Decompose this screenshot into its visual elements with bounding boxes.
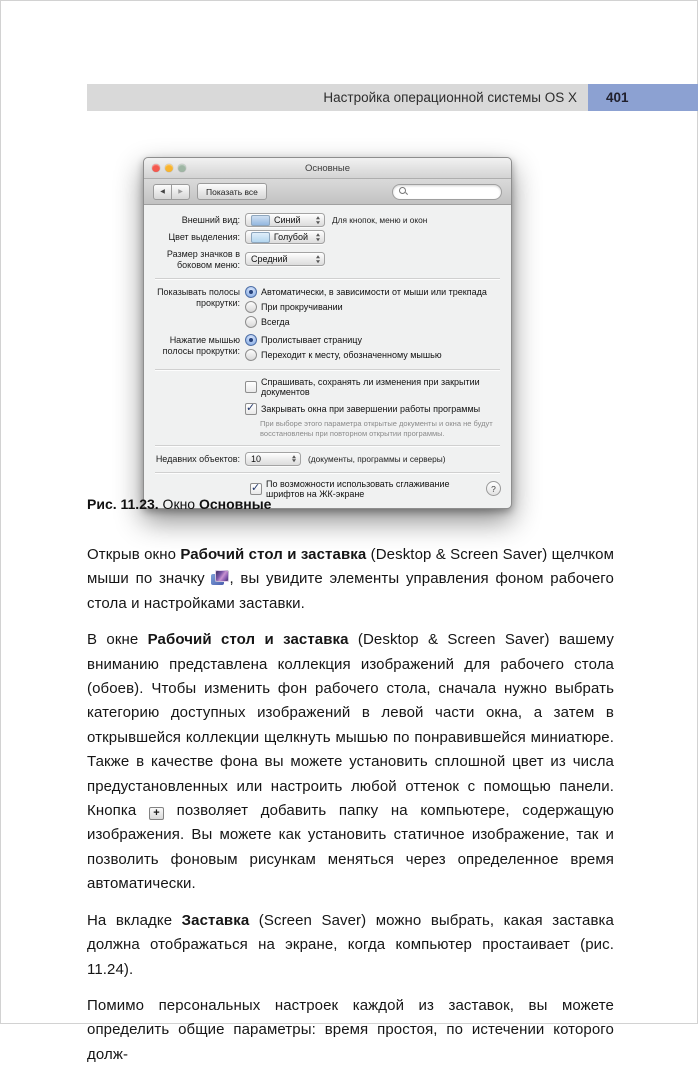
radio-selected-icon bbox=[245, 334, 257, 346]
bold-text: Рабочий стол и заставка bbox=[180, 546, 367, 563]
back-button[interactable] bbox=[153, 184, 172, 200]
close-button[interactable] bbox=[152, 164, 160, 172]
recent-items-popup[interactable] bbox=[245, 452, 301, 466]
appearance-value: Синий bbox=[274, 215, 301, 225]
radio-icon bbox=[245, 301, 257, 313]
section-divider bbox=[155, 278, 500, 279]
highlight-value: Голубой bbox=[273, 232, 308, 242]
sidebar-icon-size-value: Средний bbox=[251, 254, 288, 265]
window-toolbar bbox=[144, 179, 511, 205]
paragraph-4 bbox=[87, 994, 614, 1067]
window-content bbox=[144, 205, 511, 508]
popup-arrows-icon bbox=[316, 216, 320, 224]
scrollbar-click-options bbox=[245, 333, 501, 363]
back-icon: ◀ bbox=[160, 187, 165, 195]
figure-caption bbox=[87, 496, 271, 512]
radio-icon bbox=[245, 349, 257, 361]
radio-option-label: Переходит к месту, обозначенному мышью bbox=[261, 350, 442, 360]
checkbox-checked-icon[interactable] bbox=[250, 483, 262, 495]
radio-option-jump-page[interactable] bbox=[245, 334, 362, 346]
plus-button-icon: + bbox=[149, 807, 164, 820]
show-all-button[interactable]: Показать все bbox=[197, 183, 267, 200]
popup-arrows-icon bbox=[316, 233, 320, 241]
minimize-button[interactable] bbox=[165, 164, 173, 172]
chapter-header-strip bbox=[87, 84, 588, 111]
recent-items-row bbox=[154, 452, 501, 466]
article-text bbox=[87, 543, 614, 1079]
text-run: В окне bbox=[87, 631, 148, 649]
chapter-title: Настройка операционной системы OS X bbox=[323, 90, 577, 105]
preferences-window bbox=[143, 157, 512, 509]
appearance-control bbox=[245, 213, 501, 227]
radio-option-label: При прокручивании bbox=[261, 302, 343, 312]
bold-text: Рис. 11.23. bbox=[87, 496, 159, 512]
ask-save-control bbox=[245, 376, 501, 399]
radio-option-label: Автоматически, в зависимости от мыши или трекпада bbox=[261, 287, 487, 297]
text-run: позволяет добавить папку на компьютере, содержащую изображения. Вы можете как установить статичное изображение, так и позволить фоновым рисункам меняться через определенное время автоматически. bbox=[87, 802, 614, 893]
appearance-popup[interactable] bbox=[245, 213, 325, 227]
zoom-button[interactable] bbox=[178, 164, 186, 172]
sidebar-icon-size-label: Размер значков в боковом меню: bbox=[166, 249, 240, 271]
desktop-picture-icon bbox=[211, 570, 229, 585]
checkbox-unchecked-icon bbox=[245, 381, 257, 393]
sidebar-icon-size-control bbox=[245, 252, 501, 266]
lightblue-color-swatch bbox=[251, 232, 270, 243]
highlight-color-row bbox=[154, 230, 501, 244]
page-header bbox=[87, 84, 698, 111]
close-windows-checkbox[interactable] bbox=[245, 403, 480, 415]
close-windows-note: При выборе этого параметра открытые документы и окна не будут восстановлены при повторном открытии программы. bbox=[260, 418, 493, 438]
highlight-popup[interactable] bbox=[245, 230, 325, 244]
text-run: , вы увидите элементы управления фоном рабочего стола и настройками заставки. bbox=[87, 570, 614, 612]
section-divider bbox=[155, 369, 500, 370]
blue-color-swatch bbox=[251, 215, 270, 226]
text-run: Окно bbox=[158, 496, 199, 512]
radio-option-label: Всегда bbox=[261, 317, 290, 327]
section-divider bbox=[155, 445, 500, 446]
appearance-hint: Для кнопок, меню и окон bbox=[332, 215, 428, 225]
bold-text: Рабочий стол и заставка bbox=[147, 631, 349, 649]
section-divider bbox=[155, 472, 500, 473]
radio-option-always[interactable] bbox=[245, 316, 290, 328]
sidebar-icon-size-popup[interactable] bbox=[245, 252, 325, 266]
highlight-label: Цвет выделения: bbox=[168, 232, 240, 243]
window-title: Основные bbox=[304, 162, 351, 174]
empty-label bbox=[154, 376, 240, 378]
radio-option-automatic[interactable] bbox=[245, 286, 487, 298]
page-number: 401 bbox=[606, 90, 629, 105]
paragraph-3 bbox=[87, 909, 614, 982]
help-button[interactable]: ? bbox=[486, 481, 501, 496]
nav-button-group bbox=[153, 184, 190, 200]
radio-option-when-scrolling[interactable] bbox=[245, 301, 343, 313]
radio-selected-icon bbox=[245, 286, 257, 298]
recent-items-value: 10 bbox=[251, 453, 262, 464]
font-smoothing-label: По возможности использовать сглаживание шрифтов на ЖК-экране bbox=[266, 478, 450, 499]
forward-icon: ▶ bbox=[178, 187, 183, 195]
radio-option-label: Пролистывает страницу bbox=[261, 335, 362, 345]
text-run: (Screen Saver) можно выбрать, какая заставка должна отображаться на экране, когда компьютер простаивает (рис. 11.24). bbox=[87, 911, 614, 978]
paragraph-1 bbox=[87, 543, 614, 616]
appearance-label: Внешний вид: bbox=[181, 215, 240, 226]
popup-arrows-icon bbox=[292, 455, 296, 463]
paragraph-2 bbox=[87, 628, 614, 896]
text-run: (Desktop & Screen Saver) щелчком мыши по значку bbox=[87, 546, 615, 588]
scrollbar-visibility-options bbox=[245, 285, 501, 330]
empty-label bbox=[154, 402, 240, 404]
close-windows-control bbox=[245, 402, 501, 439]
recent-items-hint: (документы, программы и серверы) bbox=[308, 453, 446, 464]
checkbox-label: Спрашивать, сохранять ли изменения при закрытии документов bbox=[261, 377, 480, 397]
radio-option-jump-spot[interactable] bbox=[245, 349, 442, 361]
window-titlebar[interactable] bbox=[144, 158, 511, 179]
text-run: На вкладке bbox=[87, 911, 182, 929]
appearance-row bbox=[154, 213, 501, 227]
scrollbar-visibility-row bbox=[154, 285, 501, 330]
recent-items-label: Недавних объектов: bbox=[155, 454, 240, 465]
sidebar-icon-size-row bbox=[154, 247, 501, 272]
close-windows-row bbox=[154, 402, 501, 439]
forward-button[interactable] bbox=[172, 184, 190, 200]
recent-items-control bbox=[245, 452, 501, 466]
scrollbar-click-label: Нажатие мышью полосы прокрутки: bbox=[162, 334, 240, 356]
text-run: Помимо персональных настроек каждой из заставок, вы можете определить общие параметры: время простоя, по истечении которого долж- bbox=[87, 996, 614, 1063]
popup-arrows-icon bbox=[316, 256, 320, 264]
font-smoothing-row bbox=[250, 479, 501, 499]
search-icon bbox=[399, 187, 408, 196]
scrollbar-visibility-label: Показывать полосы прокрутки: bbox=[157, 286, 240, 308]
ask-save-row bbox=[154, 376, 501, 399]
bold-text: Заставка bbox=[181, 911, 250, 929]
checkbox-label: Закрывать окна при завершении работы программы bbox=[261, 404, 481, 414]
scrollbar-click-row bbox=[154, 333, 501, 363]
radio-icon bbox=[245, 316, 257, 328]
text-run: Открыв окно bbox=[87, 546, 181, 563]
search-field[interactable] bbox=[392, 184, 502, 200]
traffic-lights bbox=[152, 164, 186, 172]
ask-save-checkbox[interactable] bbox=[245, 377, 501, 397]
checkbox-checked-icon bbox=[245, 403, 257, 415]
text-run: (Desktop & Screen Saver) вашему вниманию представлена коллекция изображений для рабочего стола (обоев). Чтобы изменить фон рабочего стола, сначала нужно выбрать категорию доступных изображений в левой части окна, а затем в открывшейся коллекции щелкнуть мышью по понравившейся миниатюре. Также в качестве фона вы можете установить сплошной цвет из числа предустановленных или настроить любой оттенок с помощью панели. Кнопка bbox=[87, 631, 614, 820]
page-number-badge bbox=[588, 84, 698, 111]
highlight-control bbox=[245, 230, 501, 244]
bold-text: Основные bbox=[198, 496, 272, 512]
